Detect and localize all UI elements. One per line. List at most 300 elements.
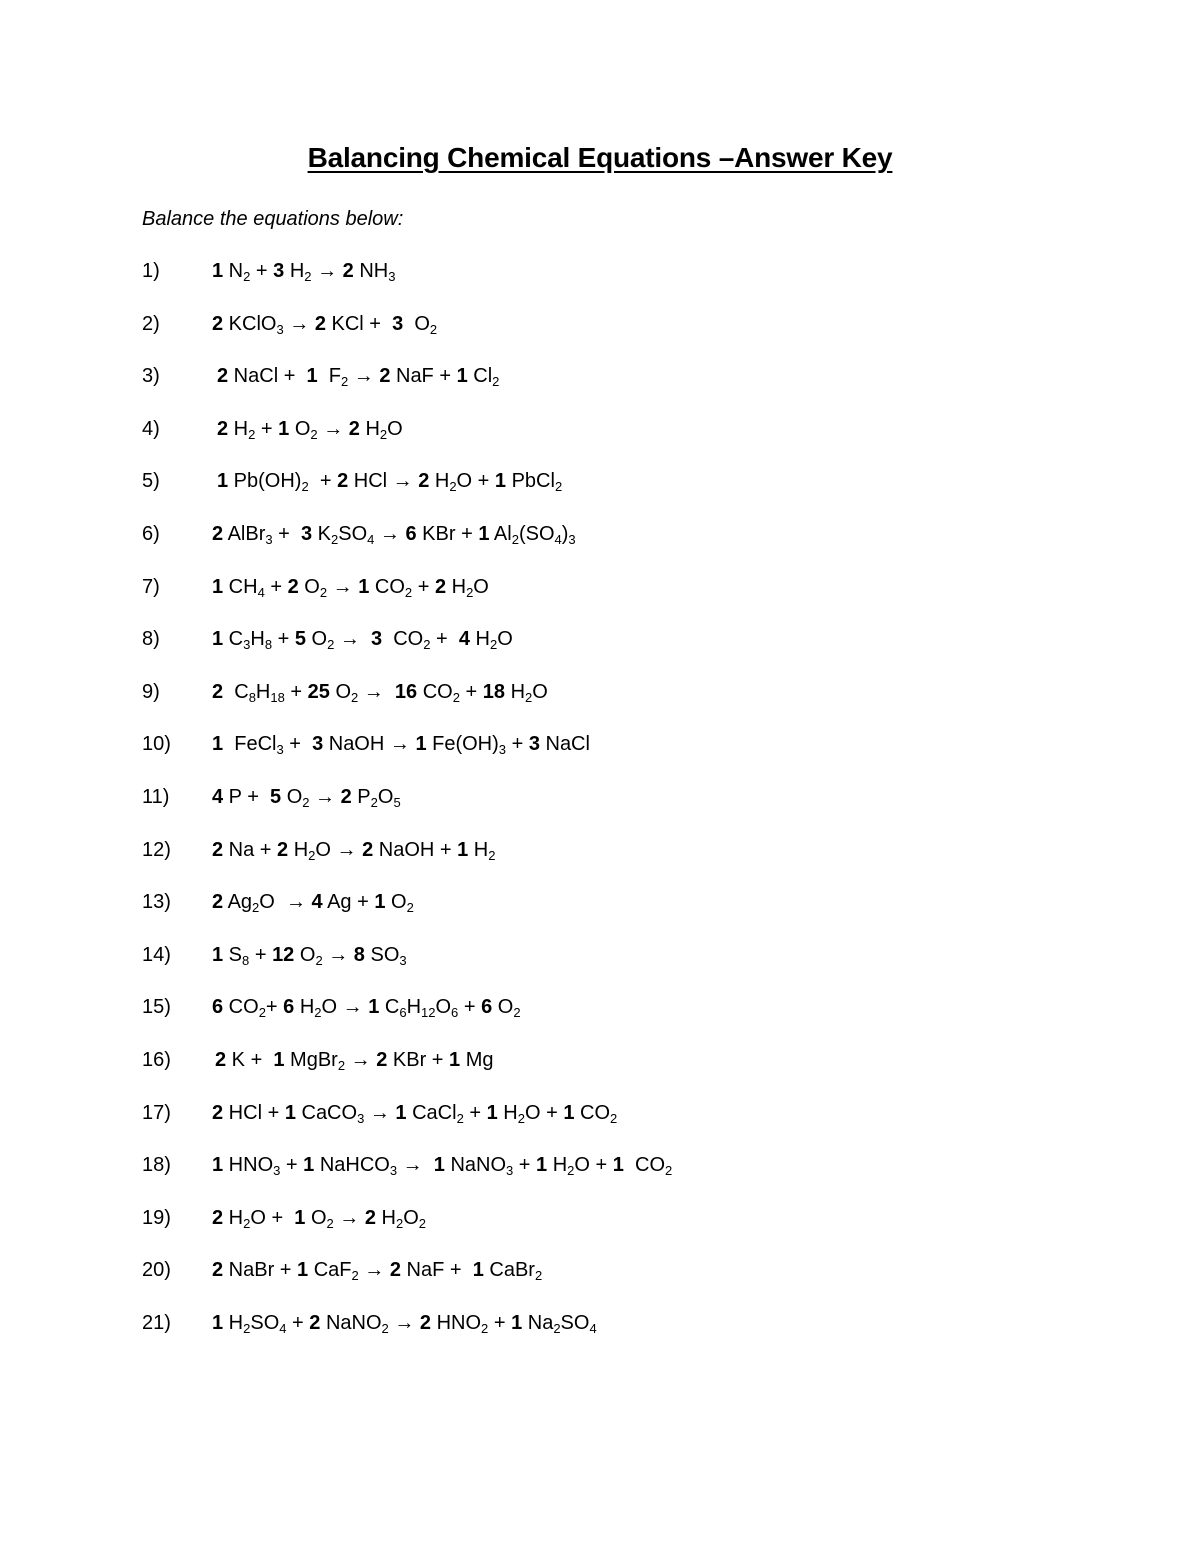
coefficient: 1 <box>612 1154 624 1177</box>
formula-text: K <box>312 522 331 545</box>
formula-text: + <box>412 575 435 598</box>
subscript: 2 <box>243 1215 251 1231</box>
equation-number: 7) <box>142 575 160 598</box>
formula-text: SO <box>364 943 400 966</box>
formula-text: NH <box>353 260 389 282</box>
formula-text: H <box>446 575 467 598</box>
formula-text: Cl <box>467 365 493 388</box>
subscript: 2 <box>488 847 496 863</box>
formula-text: O <box>289 417 311 440</box>
formula-text: CaCl <box>406 1101 457 1124</box>
coefficient: 1 <box>472 1259 484 1282</box>
coefficient: 6 <box>481 996 493 1019</box>
coefficient: 2 <box>340 785 352 808</box>
formula-text: CH <box>223 575 258 598</box>
formula-text: Al <box>489 522 512 545</box>
formula-text: → <box>309 785 341 808</box>
coefficient: 4 <box>458 628 470 651</box>
formula-text: NaF + <box>401 1259 473 1282</box>
formula-text: O → <box>321 996 369 1019</box>
coefficient: 2 <box>212 522 224 545</box>
coefficient: 1 <box>457 838 469 861</box>
formula-text: O <box>473 575 489 598</box>
coefficient: 3 <box>392 312 404 335</box>
equation-row <box>142 574 1042 627</box>
subscript: 2 <box>567 1163 575 1179</box>
formula-text: Pb(OH) <box>228 470 302 493</box>
formula-text: → <box>358 680 395 703</box>
formula-text: CO <box>223 996 259 1019</box>
formula-text: + <box>286 1311 310 1334</box>
formula-text: → <box>374 522 406 545</box>
formula-text: K + <box>226 1048 274 1071</box>
subscript: 2 <box>326 1215 334 1231</box>
formula-text: O <box>281 785 303 808</box>
coefficient: 2 <box>364 1206 376 1229</box>
equation-text <box>212 942 407 968</box>
formula-text: SO <box>250 1311 280 1334</box>
formula-text: O + <box>524 1101 564 1124</box>
equation-row <box>142 1205 1042 1258</box>
subscript: 3 <box>498 742 507 758</box>
equation-text <box>212 1205 426 1231</box>
subscript: 3 <box>243 637 251 653</box>
formula-text: NaBr + <box>223 1259 298 1282</box>
formula-text: NaNO <box>320 1311 382 1334</box>
equation-text <box>212 1310 597 1336</box>
coefficient: 2 <box>434 575 447 598</box>
coefficient: 3 <box>312 733 324 756</box>
coefficient: 1 <box>449 1048 461 1071</box>
formula-text: P + <box>223 785 271 808</box>
formula-text: NaNO <box>444 1154 507 1177</box>
equation-number: 3) <box>142 365 160 388</box>
subscript: 6 <box>399 1005 407 1021</box>
subscript: 2 <box>337 1057 346 1073</box>
subscript: 2 <box>534 1268 543 1284</box>
coefficient: 2 <box>277 838 289 861</box>
equation-row <box>142 1257 1042 1310</box>
coefficient: 1 <box>494 470 507 493</box>
formula-text: + <box>255 417 279 440</box>
equation-text <box>212 837 495 863</box>
subscript: 2 <box>370 794 378 810</box>
coefficient: 1 <box>478 522 490 545</box>
subscript: 3 <box>388 269 396 284</box>
formula-text: + <box>264 575 288 598</box>
subscript: 2 <box>379 426 388 442</box>
coefficient: 1 <box>303 1154 315 1177</box>
formula-text: H <box>228 417 249 440</box>
subscript: 2 <box>258 1005 266 1021</box>
equation-text <box>212 1152 672 1178</box>
equation-number: 13) <box>142 891 171 914</box>
formula-text: O <box>497 628 513 651</box>
instructions: Balance the equations below: <box>142 208 404 230</box>
formula-text: O + <box>250 1206 295 1229</box>
formula-text: H <box>429 470 450 493</box>
coefficient: 2 <box>314 312 326 335</box>
coefficient: 2 <box>337 470 349 493</box>
coefficient: 1 <box>297 1259 309 1282</box>
formula-text: + <box>513 1154 537 1177</box>
equation-number: 1) <box>142 260 160 282</box>
formula-text: O <box>387 417 403 440</box>
formula-text: CaF <box>308 1259 352 1282</box>
coefficient: 1 <box>433 1154 445 1177</box>
subscript: 3 <box>357 1110 365 1126</box>
formula-text: AlBr <box>223 522 266 545</box>
subscript: 4 <box>367 531 375 547</box>
formula-text: S <box>223 943 243 966</box>
subscript: 2 <box>319 584 328 600</box>
formula-text: NaCl + <box>228 365 307 388</box>
subscript: 8 <box>264 637 273 653</box>
subscript: 4 <box>554 531 562 547</box>
equation-number: 12) <box>142 838 171 861</box>
formula-text: + <box>430 628 459 651</box>
formula-text: + <box>458 996 482 1019</box>
formula-text: + <box>280 1154 304 1177</box>
formula-text: O <box>305 1206 327 1229</box>
formula-text: → <box>364 1101 396 1124</box>
coefficient: 6 <box>405 522 417 545</box>
equation-number: 8) <box>142 628 160 651</box>
subscript: 8 <box>242 952 250 968</box>
subscript: 3 <box>389 1163 398 1179</box>
equation-text <box>215 1047 494 1073</box>
formula-text: HNO <box>431 1311 482 1334</box>
formula-text: NaCl <box>539 733 590 756</box>
subscript: 3 <box>276 742 284 758</box>
subscript: 2 <box>525 689 533 705</box>
equation-number: 2) <box>142 312 160 335</box>
subscript: 2 <box>381 1320 389 1336</box>
coefficient: 3 <box>300 522 313 545</box>
equation-number: 11) <box>142 785 170 808</box>
formula-text: N <box>223 260 244 282</box>
subscript: 4 <box>257 584 265 600</box>
formula-text: + <box>488 1311 512 1334</box>
formula-text: + <box>284 680 308 703</box>
formula-text: NaF + <box>390 365 457 388</box>
subscript: 2 <box>481 1320 489 1336</box>
subscript: 2 <box>554 479 563 495</box>
equation-number: 19) <box>142 1206 171 1229</box>
formula-text: O <box>532 680 548 703</box>
formula-text: C <box>223 680 249 703</box>
coefficient: 1 <box>217 470 229 493</box>
subscript: 2 <box>452 689 460 705</box>
subscript: 2 <box>456 1110 464 1126</box>
equation-text <box>212 889 414 915</box>
equation-text <box>217 416 403 442</box>
formula-text: H <box>255 680 271 703</box>
equation-number: 15) <box>142 996 171 1019</box>
coefficient: 5 <box>270 785 282 808</box>
formula-text: H <box>469 628 490 651</box>
formula-text: F <box>317 365 341 388</box>
subscript: 2 <box>418 1215 427 1231</box>
equation-number: 14) <box>142 943 171 966</box>
formula-text: → <box>334 628 371 651</box>
formula-text: FeCl <box>223 733 277 756</box>
subscript: 8 <box>248 689 256 705</box>
equation-row <box>142 837 1042 890</box>
coefficient: 1 <box>536 1154 548 1177</box>
formula-text: CaCO <box>295 1101 358 1124</box>
formula-text: KClO <box>223 312 277 335</box>
formula-text: O <box>298 575 320 598</box>
equation-number: 5) <box>142 470 160 493</box>
equation-row <box>142 363 1042 416</box>
formula-text: → <box>283 312 315 335</box>
formula-text: KBr + <box>416 522 479 545</box>
subscript: 3 <box>273 1163 281 1179</box>
coefficient: 2 <box>419 1311 432 1334</box>
coefficient: 2 <box>418 470 430 493</box>
equation-number: 6) <box>142 522 160 545</box>
subscript: 2 <box>665 1163 673 1179</box>
formula-text: + <box>272 522 301 545</box>
formula-text: → <box>311 260 343 282</box>
coefficient: 6 <box>283 996 295 1019</box>
subscript: 2 <box>449 479 457 495</box>
formula-text: → <box>397 1154 434 1177</box>
subscript: 12 <box>421 1005 436 1021</box>
subscript: 2 <box>252 900 260 916</box>
formula-text: O <box>377 785 394 808</box>
formula-text: Ag + <box>322 891 375 914</box>
formula-text: → <box>333 1206 365 1229</box>
coefficient: 2 <box>217 365 229 388</box>
coefficient: 4 <box>212 785 224 808</box>
subscript: 2 <box>308 847 316 863</box>
subscript: 2 <box>243 269 251 284</box>
coefficient: 3 <box>273 260 285 282</box>
formula-text: ) <box>561 522 569 545</box>
subscript: 4 <box>279 1320 287 1336</box>
coefficient: 2 <box>217 417 229 440</box>
formula-text: HCl → <box>348 470 419 493</box>
coefficient: 2 <box>215 1048 227 1071</box>
equation-row <box>142 1047 1042 1100</box>
formula-text: → <box>348 365 380 388</box>
equation-row <box>142 994 1042 1047</box>
coefficient: 1 <box>368 996 380 1019</box>
coefficient: 2 <box>212 680 224 703</box>
coefficient: 1 <box>212 943 224 966</box>
coefficient: 1 <box>395 1101 407 1124</box>
equation-list <box>142 258 1042 1362</box>
formula-text: P <box>351 785 371 808</box>
formula-text: H <box>505 680 526 703</box>
equation-text <box>212 258 395 284</box>
formula-text: H <box>547 1154 568 1177</box>
coefficient: 16 <box>394 680 418 703</box>
coefficient: 1 <box>456 365 468 388</box>
coefficient: 2 <box>342 260 354 282</box>
formula-text: C <box>379 996 400 1019</box>
formula-text: → <box>358 1259 390 1282</box>
formula-text: KCl + <box>325 312 393 335</box>
coefficient: 25 <box>307 680 330 703</box>
equation-row <box>142 942 1042 995</box>
coefficient: 1 <box>306 365 318 388</box>
subscript: 2 <box>610 1110 618 1126</box>
formula-text: H <box>497 1101 518 1124</box>
coefficient: 4 <box>311 891 323 914</box>
equation-row <box>142 731 1042 784</box>
equation-number: 4) <box>142 417 160 440</box>
subscript: 2 <box>492 374 500 390</box>
coefficient: 1 <box>563 1101 575 1124</box>
equation-text <box>217 468 562 494</box>
equation-text <box>212 784 401 810</box>
subscript: 6 <box>451 1005 459 1021</box>
equation-text <box>212 574 489 600</box>
formula-text: CO <box>417 680 453 703</box>
formula-text: → <box>345 1048 377 1071</box>
formula-text: CaBr <box>483 1259 535 1282</box>
formula-text: NaOH + <box>373 838 458 861</box>
formula-text: SO <box>560 1311 590 1334</box>
coefficient: 2 <box>362 838 374 861</box>
formula-text: + <box>272 628 295 651</box>
formula-text: H <box>223 1311 244 1334</box>
coefficient: 2 <box>379 365 391 388</box>
formula-text: → <box>388 1311 420 1334</box>
subscript: 2 <box>327 637 335 653</box>
coefficient: 1 <box>415 733 427 756</box>
equation-row <box>142 468 1042 521</box>
formula-text: O + <box>456 470 495 493</box>
subscript: 2 <box>351 689 359 705</box>
equation-text <box>212 521 576 547</box>
formula-text: Na <box>522 1311 554 1334</box>
subscript: 2 <box>423 637 431 653</box>
coefficient: 1 <box>374 891 386 914</box>
equation-number: 10) <box>142 733 171 756</box>
formula-text: → <box>322 943 354 966</box>
subscript: 2 <box>301 479 309 495</box>
equation-row <box>142 1100 1042 1153</box>
formula-text: Na + <box>223 838 278 861</box>
subscript: 2 <box>553 1320 561 1336</box>
formula-text: HNO <box>223 1154 274 1177</box>
equation-text <box>212 679 548 705</box>
subscript: 2 <box>406 900 414 916</box>
formula-text: + <box>250 260 274 282</box>
equation-number: 9) <box>142 680 160 703</box>
equation-text <box>212 626 513 652</box>
equation-number: 18) <box>142 1154 171 1177</box>
formula-text: C <box>223 628 244 651</box>
subscript: 2 <box>315 952 323 968</box>
coefficient: 1 <box>284 1101 296 1124</box>
formula-text: H <box>468 838 489 861</box>
formula-text: + <box>506 733 529 756</box>
coefficient: 2 <box>376 1048 388 1071</box>
coefficient: 2 <box>287 575 299 598</box>
formula-text: NaHCO <box>314 1154 390 1177</box>
formula-text: O + <box>574 1154 613 1177</box>
formula-text: → <box>317 417 349 440</box>
formula-text: (SO <box>518 522 555 545</box>
subscript: 18 <box>270 689 285 705</box>
formula-text: MgBr <box>284 1048 338 1071</box>
formula-text: O → <box>315 838 363 861</box>
subscript: 2 <box>302 794 310 810</box>
subscript: 3 <box>399 952 407 968</box>
coefficient: 2 <box>389 1259 401 1282</box>
formula-text: SO <box>338 522 368 545</box>
subscript: 2 <box>340 374 349 390</box>
coefficient: 2 <box>212 1259 224 1282</box>
equation-row <box>142 784 1042 837</box>
coefficient: 1 <box>212 733 224 756</box>
coefficient: 3 <box>528 733 540 756</box>
formula-text: O <box>385 891 407 914</box>
formula-text: Mg <box>460 1048 494 1071</box>
formula-text: H <box>406 996 422 1019</box>
coefficient: 1 <box>278 417 290 440</box>
coefficient: 1 <box>212 260 224 282</box>
equation-row <box>142 311 1042 364</box>
subscript: 2 <box>511 531 519 547</box>
coefficient: 3 <box>371 628 383 651</box>
coefficient: 2 <box>212 1206 224 1229</box>
equation-row <box>142 889 1042 942</box>
coefficient: 1 <box>273 1048 285 1071</box>
formula-text: NaOH → <box>323 733 416 756</box>
formula-text: H <box>376 1206 396 1229</box>
subscript: 2 <box>314 1005 322 1021</box>
equation-row <box>142 1310 1042 1363</box>
equation-number: 16) <box>142 1048 171 1071</box>
formula-text: Fe(OH) <box>426 733 499 756</box>
formula-text: CO <box>369 575 405 598</box>
equation-row <box>142 521 1042 574</box>
equation-text <box>217 363 499 389</box>
equation-text <box>212 731 590 757</box>
formula-text: → <box>327 575 359 598</box>
subscript: 2 <box>466 584 474 600</box>
coefficient: 12 <box>272 943 295 966</box>
equation-number: 20) <box>142 1259 171 1282</box>
subscript: 3 <box>276 321 284 337</box>
coefficient: 6 <box>212 996 224 1019</box>
formula-text: HCl + <box>223 1101 285 1124</box>
formula-text: KBr + <box>387 1048 450 1071</box>
formula-text: CO <box>623 1154 666 1177</box>
coefficient: 2 <box>212 891 224 914</box>
subscript: 2 <box>396 1215 404 1231</box>
equation-text <box>212 1257 542 1283</box>
coefficient: 8 <box>353 943 365 966</box>
coefficient: 2 <box>309 1311 321 1334</box>
formula-text: + <box>308 470 338 493</box>
formula-text: O <box>403 1206 419 1229</box>
coefficient: 18 <box>482 680 506 703</box>
formula-text: + <box>463 1101 487 1124</box>
formula-text: CO <box>382 628 424 651</box>
formula-text: + <box>283 733 313 756</box>
coefficient: 5 <box>294 628 306 651</box>
subscript: 2 <box>513 1005 521 1021</box>
formula-text: H <box>288 838 309 861</box>
formula-text: O <box>403 312 430 335</box>
